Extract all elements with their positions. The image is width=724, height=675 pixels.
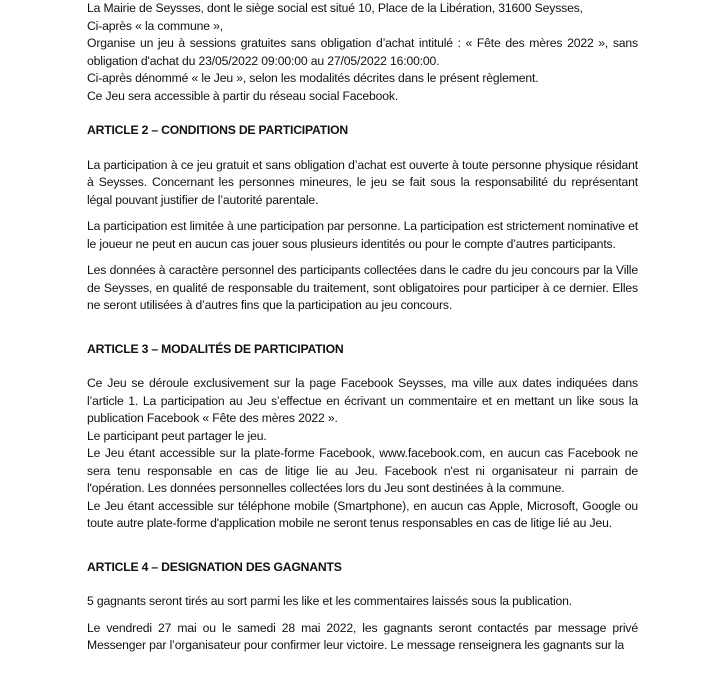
article-paragraph: Le vendredi 27 mai ou le samedi 28 mai 2022, les gagnants seront contactés par message privé Messenger par l’organisateur pour confirmer leur victoire. Le message renseignera les gagnants sur la bbox=[87, 620, 638, 652]
article-heading: ARTICLE 4 – DESIGNATION DES GAGNANTS bbox=[87, 559, 342, 574]
article-3 bbox=[87, 341, 638, 533]
article-paragraph: Le participant peut partager le jeu. bbox=[87, 428, 267, 443]
intro-line-jeu: Ci-après dénommé « le Jeu », selon les modalités décrites dans le présent règlement. bbox=[87, 71, 539, 85]
document-page bbox=[87, 0, 638, 655]
intro-block bbox=[87, 0, 638, 105]
article-paragraph: 5 gagnants seront tirés au sort parmi les like et les commentaires laissés sous la publication. bbox=[87, 594, 572, 608]
intro-line-game-title: Organise un jeu à sessions gratuites sans obligation d’achat intitulé : « Fête des mères 2022 », sans obligation d'achat du 23/05/2022 09:00:00 au 27/05/2022 16:00:00. bbox=[87, 36, 638, 68]
article-paragraph: Le Jeu étant accessible sur la plate-forme Facebook, www.facebook.com, en aucun cas Facebook ne sera tenu responsable en cas de litige lie au Jeu. Facebook n'est ni organisateur ni parrain de l'opération. Les données personnelles collectées lors du Jeu sont destinées à la commune. bbox=[87, 446, 638, 495]
article-paragraph: La participation est limitée à une participation par personne. La participation est strictement nominative et le joueur ne peut en aucun cas jouer sous plusieurs identités ou pour le compte d’autres participants. bbox=[87, 219, 638, 251]
intro-line-organizer: La Mairie de Seysses, dont le siège social est situé 10, Place de la Libération, 31600 Seysses, bbox=[87, 1, 583, 15]
article-4 bbox=[87, 559, 638, 655]
article-2 bbox=[87, 122, 638, 315]
article-paragraph: Les données à caractère personnel des participants collectées dans le cadre du jeu concours par la Ville de Seysses, en qualité de responsable du traitement, sont obligatoires pour participer à ce dernier. Elles ne seront utilisées à d’autres fins que la participation au jeu concours. bbox=[87, 263, 638, 312]
article-paragraph: Le Jeu étant accessible sur téléphone mobile (Smartphone), en aucun cas Apple, Microsoft, Google ou toute autre plate-forme d'application mobile ne seront tenus responsables en cas de litige lié au Jeu. bbox=[87, 498, 638, 530]
intro-line-commune: Ci-après « la commune », bbox=[87, 18, 223, 33]
article-paragraph: Ce Jeu se déroule exclusivement sur la page Facebook Seysses, ma ville aux dates indiquées dans l’article 1. La participation au Jeu s’effectue en écrivant un commentaire et en mettant un like sous la publication Facebook « Fête des mères 2022 ». bbox=[87, 376, 638, 425]
article-heading: ARTICLE 3 – MODALITÉS DE PARTICIPATION bbox=[87, 341, 344, 356]
article-heading: ARTICLE 2 – CONDITIONS DE PARTICIPATION bbox=[87, 123, 349, 137]
intro-line-facebook: Ce Jeu sera accessible à partir du réseau social Facebook. bbox=[87, 88, 399, 103]
article-paragraph: La participation à ce jeu gratuit et sans obligation d’achat est ouverte à toute personne physique résidant à Seysses. Concernant les personnes mineures, le jeu se fait sous la responsabilité du représentant légal pouvant justifier de l’autorité parentale. bbox=[87, 157, 638, 207]
